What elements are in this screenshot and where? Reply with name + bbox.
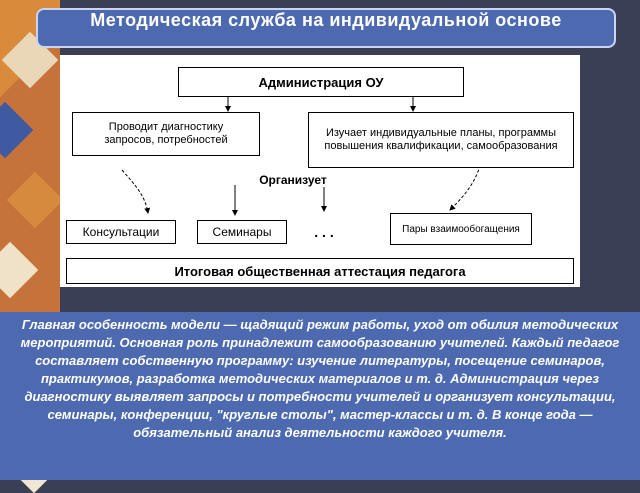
ellipsis-text: . . . bbox=[314, 223, 334, 240]
methodology-diagram bbox=[60, 55, 580, 287]
final-label: Итоговая общественная аттестация педагога bbox=[174, 263, 466, 279]
seminars-label: Семинары bbox=[212, 224, 272, 239]
pairs-label: Пары взаимообогащения bbox=[402, 223, 520, 235]
consultations-box bbox=[66, 220, 176, 244]
ellipsis-label bbox=[304, 223, 344, 241]
final-box bbox=[66, 258, 574, 284]
pairs-box bbox=[390, 213, 532, 245]
diagnostics-box bbox=[72, 112, 260, 156]
organizes-label bbox=[238, 171, 348, 189]
organizes-text: Организует bbox=[259, 172, 327, 187]
seminars-box bbox=[197, 220, 287, 244]
arrow-studies-pairs bbox=[450, 165, 480, 210]
page-title: Методическая служба на индивидуальной основе bbox=[36, 8, 616, 48]
admin-box bbox=[178, 67, 464, 97]
studies-box bbox=[308, 112, 574, 168]
description-text: Главная особенность модели — щадящий режим работы, уход от обилия методических мероприятий. Основная роль принадлежит самообразованию учителей. Каждый педагог составляет собственную программу: изучение литературы, посещение семинаров, практикумов, разработка методических материалов и т. д. Администрация через диагностику выявляет запросы и потребности учителей и организует консультации, семинары, конференции, "круглые столы", мастер-классы и т. д. В конце года — обязательный анализ деятельности каждого учителя. bbox=[0, 312, 640, 480]
studies-label: Изучает индивидуальные планы, программы повышения квалификации, самообразования bbox=[324, 127, 558, 152]
admin-label: Администрация ОУ bbox=[258, 74, 384, 90]
consultations-label: Консультации bbox=[82, 224, 160, 239]
diagnostics-label: Проводит диагностику запросов, потребностей bbox=[104, 121, 228, 146]
arrow-diagnostics-consultations bbox=[122, 170, 148, 213]
